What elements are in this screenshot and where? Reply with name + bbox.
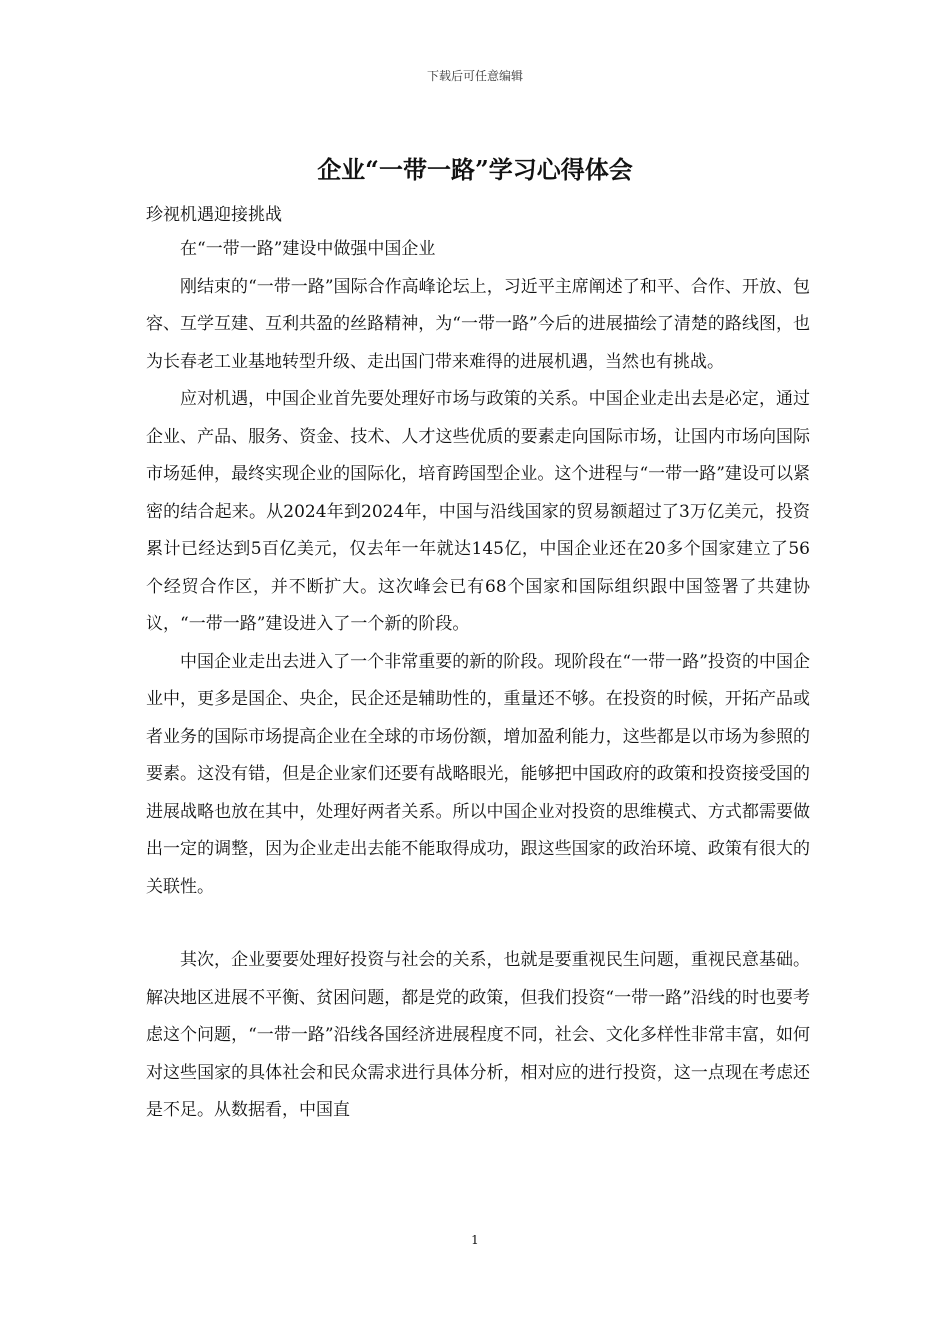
- body-paragraph: 刚结束的“一带一路”国际合作高峰论坛上，习近平主席阐述了和平、合作、开放、包容、互学互建、互利共盈的丝路精神，为“一带一路”今后的进展描绘了清楚的路线图，也为长春老工业基地转型升级、走出国门带来难得的进展机遇，当然也有挑战。: [146, 276, 810, 372]
- document-body: [146, 231, 810, 1130]
- page-number: 1: [471, 1233, 479, 1247]
- body-paragraph: 在“一带一路”建设中做强中国企业: [180, 239, 436, 259]
- document-title: 企业“一带一路”学习心得体会: [317, 155, 633, 184]
- document-subtitle: 珍视机遇迎接挑战: [146, 205, 282, 225]
- body-paragraph: 应对机遇，中国企业首先要处理好市场与政策的关系。中国企业走出去是必定，通过企业、产品、服务、资金、技术、人才这些优质的要素走向国际市场，让国内市场向国际市场延伸，最终实现企业的国际化，培育跨国型企业。这个进程与“一带一路”建设可以紧密的结合起来。从2024年到2024年，中国与沿线国家的贸易额超过了3万亿美元，投资累计已经达到5百亿美元，仅去年一年就达145亿，中国企业还在20多个国家建立了56个经贸合作区，并不断扩大。这次峰会已有68个国家和国际组织跟中国签署了共建协议，“一带一路”建设进入了一个新的阶段。: [146, 389, 810, 634]
- body-paragraph: 其次，企业要要处理好投资与社会的关系，也就是要重视民生问题，重视民意基础。解决地区进展不平衡、贫困问题，都是党的政策，但我们投资“一带一路”沿线的时也要考虑这个问题，“一带一路”沿线各国经济进展程度不同，社会、文化多样性非常丰富，如何对这些国家的具体社会和民众需求进行具体分析，相对应的进行投资，这一点现在考虑还是不足。从数据看，中国直: [146, 950, 810, 1120]
- page-header-note: 下载后可任意编辑: [426, 69, 523, 83]
- body-paragraph: 中国企业走出去进入了一个非常重要的新的阶段。现阶段在“一带一路”投资的中国企业中，更多是国企、央企，民企还是辅助性的，重量还不够。在投资的时候，开拓产品或者业务的国际市场提高企业在全球的市场份额，增加盈利能力，这些都是以市场为参照的要素。这没有错，但是企业家们还要有战略眼光，能够把中国政府的政策和投资接受国的进展战略也放在其中，处理好两者关系。所以中国企业对投资的思维模式、方式都需要做出一定的调整，因为企业走出去能不能取得成功，跟这些国家的政治环境、政策有很大的关联性。: [146, 651, 810, 897]
